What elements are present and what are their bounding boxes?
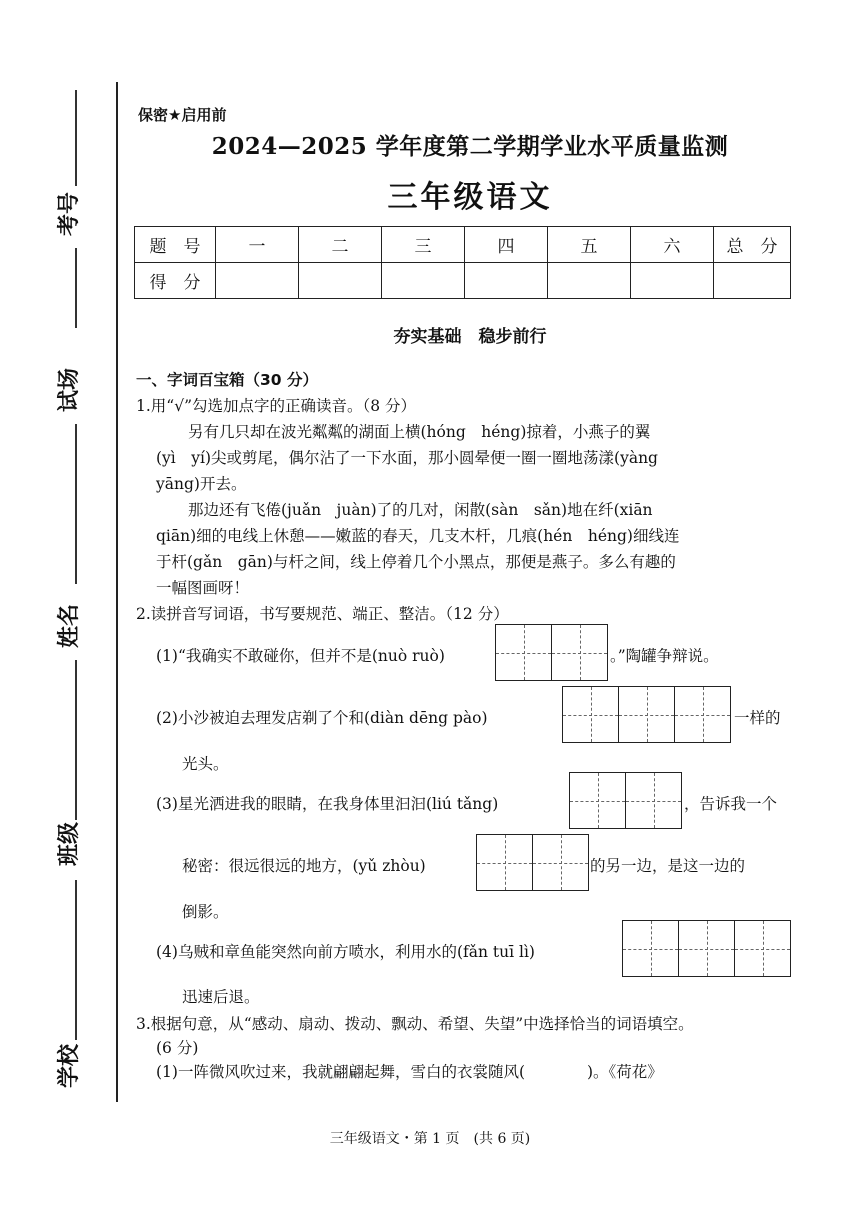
- side-rule: [75, 248, 77, 328]
- header-cell: 六: [631, 227, 714, 263]
- class-label: 班级: [57, 821, 82, 866]
- q2-item3-mid-end: 的另一边，是这一边的: [590, 857, 746, 875]
- q2-item3-cont: 倒影。: [182, 903, 229, 921]
- q2-item2-text: (2)小沙被迫去理发店剃了个和(diàn dēng pào): [156, 709, 488, 727]
- confidential-note: 保密★启用前: [138, 106, 227, 124]
- header-cell: 总 分: [714, 227, 791, 263]
- writing-cell[interactable]: [623, 921, 678, 976]
- side-rule: [75, 880, 77, 1040]
- writing-cell[interactable]: [496, 625, 551, 680]
- q2-item1-text-end: 。”陶罐争辩说。: [610, 647, 719, 665]
- passage-line: 那边还有飞倦(juǎn juàn)了的几对，闲散(sàn sǎn)地在纤(xiān: [188, 501, 653, 519]
- score-table-score-row: [135, 263, 791, 299]
- writing-cell[interactable]: [734, 921, 790, 976]
- writing-grid-3[interactable]: [562, 686, 731, 743]
- score-cell[interactable]: [382, 263, 465, 299]
- writing-grid-2[interactable]: [569, 772, 682, 829]
- school-label: 学校: [57, 1043, 82, 1088]
- question-3-title: 3.根据句意，从“感动、扇动、拨动、飘动、希望、失望”中选择恰当的词语填空。: [136, 1015, 694, 1033]
- subject-title: 三年级语文: [387, 180, 553, 215]
- header-cell: 三: [382, 227, 465, 263]
- passage-line: 另有几只却在波光粼粼的湖面上横(hóng héng)掠着，小燕子的翼: [188, 423, 651, 441]
- score-row-label: 得 分: [135, 263, 216, 299]
- score-table: [134, 226, 791, 299]
- passage-line: qiān)细的电线上休憩——嫩蓝的春天，几支木杆，几痕(hén héng)细线连: [156, 527, 680, 545]
- header-cell: 四: [465, 227, 548, 263]
- exam-room-label: 试场: [57, 367, 82, 412]
- writing-cell[interactable]: [625, 773, 681, 828]
- header-cell: 题 号: [135, 227, 216, 263]
- score-cell[interactable]: [216, 263, 299, 299]
- q2-item1-text: (1)“我确实不敢碰你，但并不是(nuò ruò): [156, 647, 445, 665]
- passage-line: (yì yí)尖或剪尾，偶尔沾了一下水面，那小圆晕便一圈一圈地荡漾(yàng: [156, 449, 658, 467]
- writing-grid-2[interactable]: [495, 624, 608, 681]
- q2-item3-text-end: ，告诉我一个: [684, 795, 778, 813]
- name-label: 姓名: [57, 603, 82, 648]
- q2-item4-cont: 迅速后退。: [182, 988, 260, 1006]
- writing-cell[interactable]: [678, 921, 734, 976]
- question-1-title: 1.用“√”勾选加点字的正确读音。（8 分）: [136, 397, 417, 415]
- header-cell: 二: [299, 227, 382, 263]
- writing-cell[interactable]: [477, 835, 532, 890]
- exam-number-label: 考号: [57, 191, 82, 236]
- section-title: 一、字词百宝箱（30 分）: [136, 371, 318, 389]
- writing-cell[interactable]: [674, 687, 730, 742]
- q2-item3-mid: 秘密：很远很远的地方，(yǔ zhòu): [182, 857, 426, 875]
- slogan: 夯实基础 稳步前行: [393, 327, 547, 347]
- side-rule: [75, 660, 77, 820]
- writing-grid-2[interactable]: [476, 834, 589, 891]
- side-rule: [75, 90, 77, 186]
- writing-cell[interactable]: [618, 687, 674, 742]
- q2-item3-text: (3)星光洒进我的眼睛，在我身体里汩汩(liú tǎng): [156, 795, 499, 813]
- question-2-title: 2.读拼音写词语，书写要规范、端正、整洁。（12 分）: [136, 605, 509, 623]
- passage-line: 一幅图画呀！: [156, 579, 250, 597]
- writing-grid-3[interactable]: [622, 920, 791, 977]
- score-cell[interactable]: [631, 263, 714, 299]
- binding-line: [116, 82, 118, 1102]
- writing-cell[interactable]: [570, 773, 625, 828]
- score-cell[interactable]: [299, 263, 382, 299]
- q2-item2-cont: 光头。: [182, 755, 229, 773]
- header-cell: 五: [548, 227, 631, 263]
- score-table-header-row: [135, 227, 791, 263]
- score-cell[interactable]: [465, 263, 548, 299]
- q3-item1: (1)一阵微风吹过来，我就翩翩起舞，雪白的衣裳随风( )。《荷花》: [156, 1063, 663, 1081]
- q2-item2-text-end: 一样的: [734, 709, 781, 727]
- passage-line: 于杆(gǎn gān)与杆之间，线上停着几个小黑点，那便是燕子。多么有趣的: [156, 553, 676, 571]
- exam-title: 2024—2025 学年度第二学期学业水平质量监测: [211, 133, 729, 160]
- header-cell: 一: [216, 227, 299, 263]
- writing-cell[interactable]: [563, 687, 618, 742]
- score-cell[interactable]: [548, 263, 631, 299]
- score-cell[interactable]: [714, 263, 791, 299]
- question-3-title-cont: (6 分): [156, 1039, 199, 1057]
- writing-cell[interactable]: [551, 625, 607, 680]
- side-rule: [75, 424, 77, 584]
- writing-cell[interactable]: [532, 835, 588, 890]
- page-footer: 三年级语文・第 1 页 (共 6 页): [329, 1131, 531, 1147]
- q2-item4-text: (4)乌贼和章鱼能突然向前方喷水，利用水的(fǎn tuī lì): [156, 943, 535, 961]
- passage-line: yāng)开去。: [156, 475, 247, 493]
